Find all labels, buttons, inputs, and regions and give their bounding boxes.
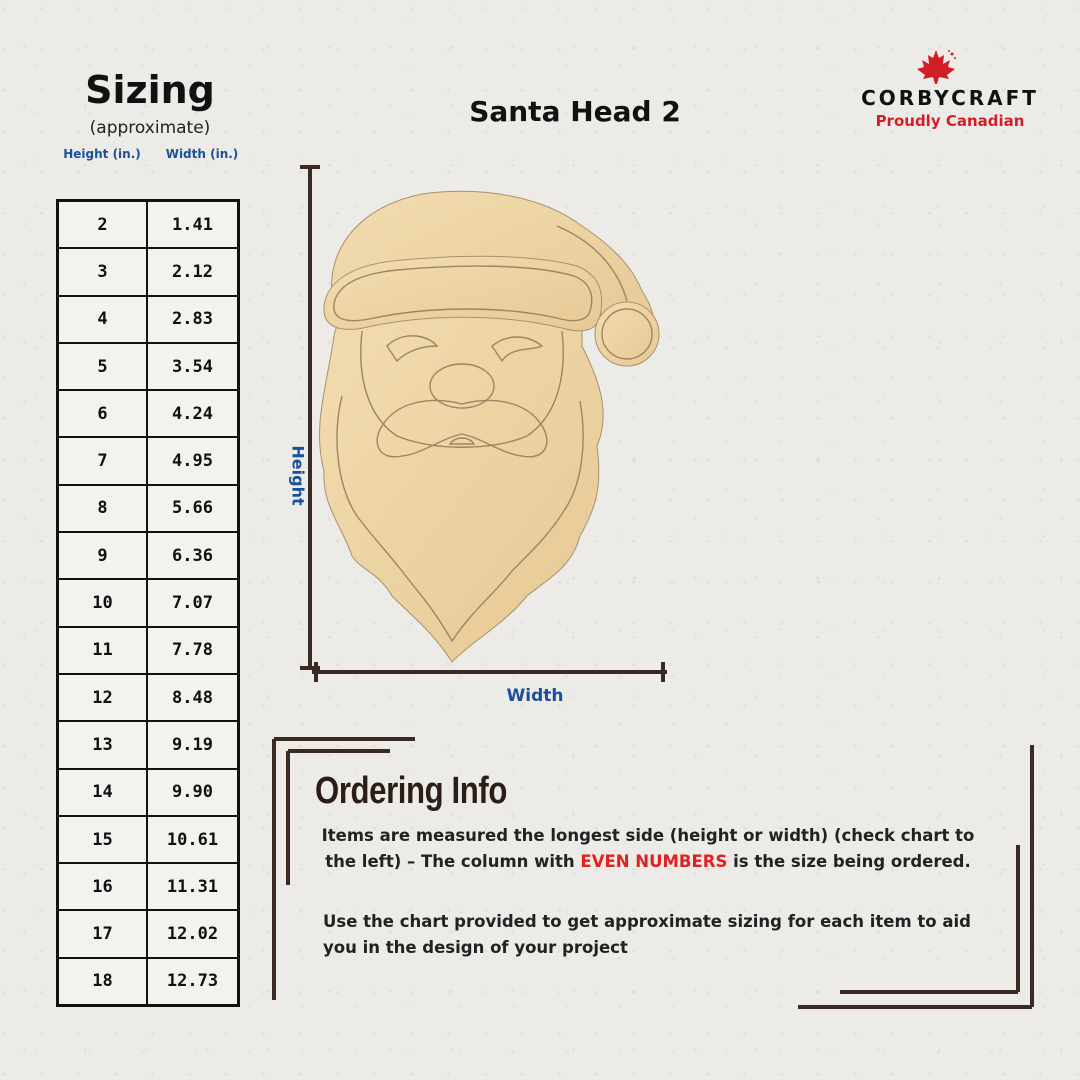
width-cell: 1.41 bbox=[172, 214, 213, 235]
santa-head-cutout-image bbox=[312, 186, 667, 664]
table-row bbox=[59, 297, 237, 344]
table-row bbox=[59, 817, 237, 864]
height-cell: 5 bbox=[59, 344, 148, 389]
height-cell: 13 bbox=[59, 722, 148, 767]
height-cell: 14 bbox=[59, 770, 148, 815]
table-row bbox=[59, 864, 237, 911]
table-row bbox=[59, 675, 237, 722]
height-cell: 17 bbox=[59, 911, 148, 956]
sizing-title: Sizing bbox=[85, 68, 215, 112]
ordering-info-paragraph-1 bbox=[318, 823, 978, 875]
table-row bbox=[59, 911, 237, 958]
height-cell: 15 bbox=[59, 817, 148, 862]
brand-name: CORBYCRAFT bbox=[861, 86, 1039, 110]
table-row bbox=[59, 580, 237, 627]
width-cell: 4.95 bbox=[172, 451, 213, 472]
height-cell: 4 bbox=[59, 297, 148, 342]
height-cell: 12 bbox=[59, 675, 148, 720]
table-row bbox=[59, 722, 237, 769]
brand-tagline: Proudly Canadian bbox=[875, 112, 1025, 130]
height-cell: 3 bbox=[59, 249, 148, 294]
width-cell: 10.61 bbox=[166, 829, 219, 850]
column-header-height: Height (in.) bbox=[63, 147, 141, 161]
width-cell: 12.73 bbox=[166, 971, 219, 992]
width-cell: 2.12 bbox=[172, 261, 213, 282]
width-cell: 9.19 bbox=[172, 734, 213, 755]
table-row bbox=[59, 533, 237, 580]
height-cell: 2 bbox=[59, 202, 148, 247]
width-cell: 9.90 bbox=[172, 782, 213, 803]
ordering-info-paragraph-2: Use the chart provided to get approximate sizing for each item to aid you in the design of your project bbox=[323, 912, 971, 957]
height-cell: 6 bbox=[59, 391, 148, 436]
table-row bbox=[59, 438, 237, 485]
width-cell: 4.24 bbox=[172, 403, 213, 424]
ordering-text-part: Items are measured the longest side (height or width) (check chart to the left) – The column with bbox=[321, 826, 975, 871]
width-cell: 5.66 bbox=[172, 498, 213, 519]
table-row bbox=[59, 249, 237, 296]
table-row bbox=[59, 202, 237, 249]
height-cell: 16 bbox=[59, 864, 148, 909]
ordering-text-part: is the size being ordered. bbox=[727, 852, 971, 871]
height-cell: 18 bbox=[59, 959, 148, 1004]
width-cell: 12.02 bbox=[166, 924, 219, 945]
height-cell: 10 bbox=[59, 580, 148, 625]
height-cell: 11 bbox=[59, 628, 148, 673]
width-cell: 6.36 bbox=[172, 545, 213, 566]
height-cell: 8 bbox=[59, 486, 148, 531]
maple-leaf-icon bbox=[915, 48, 957, 86]
table-row bbox=[59, 628, 237, 675]
width-cell: 8.48 bbox=[172, 687, 213, 708]
table-row bbox=[59, 344, 237, 391]
column-header-width: Width (in.) bbox=[165, 147, 239, 161]
height-label: Height bbox=[288, 445, 308, 506]
table-row bbox=[59, 391, 237, 438]
width-cell: 2.83 bbox=[172, 309, 213, 330]
width-dimension-line bbox=[312, 662, 667, 682]
width-cell: 11.31 bbox=[166, 876, 219, 897]
even-numbers-emphasis: EVEN NUMBERS bbox=[580, 852, 728, 871]
size-table bbox=[56, 199, 240, 1007]
width-cell: 7.78 bbox=[172, 640, 213, 661]
width-label: Width bbox=[506, 686, 564, 706]
width-cell: 3.54 bbox=[172, 356, 213, 377]
table-row bbox=[59, 486, 237, 533]
sizing-subtitle: (approximate) bbox=[89, 118, 211, 138]
height-cell: 7 bbox=[59, 438, 148, 483]
width-cell: 7.07 bbox=[172, 593, 213, 614]
height-cell: 9 bbox=[59, 533, 148, 578]
ordering-info-title: Ordering Info bbox=[315, 770, 508, 812]
table-row bbox=[59, 959, 237, 1004]
product-title: Santa Head 2 bbox=[469, 95, 681, 128]
table-row bbox=[59, 770, 237, 817]
